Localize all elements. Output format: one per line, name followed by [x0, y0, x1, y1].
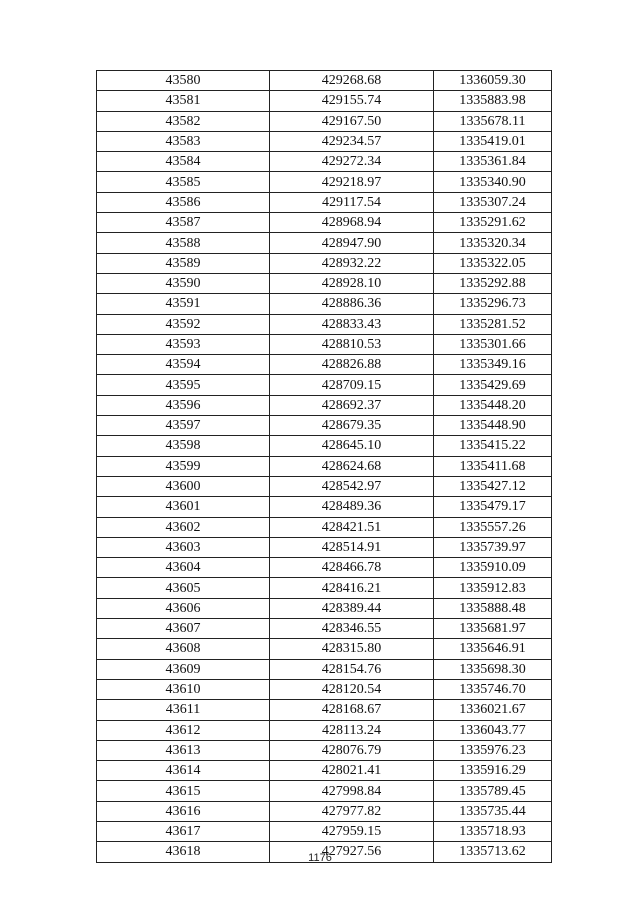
x-coordinate-cell: 428168.67 [270, 700, 434, 720]
y-coordinate-cell: 1335427.12 [434, 476, 552, 496]
point-id-cell: 43603 [97, 537, 270, 557]
y-coordinate-cell: 1335883.98 [434, 91, 552, 111]
point-id-cell: 43618 [97, 842, 270, 862]
page-number: 1176 [308, 852, 332, 864]
x-coordinate-cell: 427998.84 [270, 781, 434, 801]
y-coordinate-cell: 1335646.91 [434, 639, 552, 659]
x-coordinate-cell: 428489.36 [270, 497, 434, 517]
x-coordinate-cell: 428416.21 [270, 578, 434, 598]
y-coordinate-cell: 1335746.70 [434, 679, 552, 699]
point-id-cell: 43617 [97, 821, 270, 841]
table-row [97, 578, 552, 598]
y-coordinate-cell: 1335718.93 [434, 821, 552, 841]
point-id-cell: 43581 [97, 91, 270, 111]
y-coordinate-cell: 1336059.30 [434, 71, 552, 91]
y-coordinate-cell: 1335789.45 [434, 781, 552, 801]
table-row [97, 639, 552, 659]
y-coordinate-cell: 1336021.67 [434, 700, 552, 720]
table-row [97, 213, 552, 233]
table-row [97, 395, 552, 415]
table-row [97, 497, 552, 517]
table-row [97, 273, 552, 293]
x-coordinate-cell: 428154.76 [270, 659, 434, 679]
y-coordinate-cell: 1335411.68 [434, 456, 552, 476]
y-coordinate-cell: 1335976.23 [434, 740, 552, 760]
y-coordinate-cell: 1335291.62 [434, 213, 552, 233]
point-id-cell: 43596 [97, 395, 270, 415]
y-coordinate-cell: 1335419.01 [434, 131, 552, 151]
x-coordinate-cell: 429117.54 [270, 192, 434, 212]
x-coordinate-cell: 428021.41 [270, 761, 434, 781]
x-coordinate-cell: 428968.94 [270, 213, 434, 233]
table-row [97, 679, 552, 699]
y-coordinate-cell: 1335910.09 [434, 558, 552, 578]
x-coordinate-cell: 429218.97 [270, 172, 434, 192]
point-id-cell: 43587 [97, 213, 270, 233]
point-id-cell: 43615 [97, 781, 270, 801]
point-id-cell: 43599 [97, 456, 270, 476]
table-row [97, 233, 552, 253]
x-coordinate-cell: 428542.97 [270, 476, 434, 496]
y-coordinate-cell: 1335916.29 [434, 761, 552, 781]
y-coordinate-cell: 1335429.69 [434, 375, 552, 395]
table-row [97, 111, 552, 131]
y-coordinate-cell: 1335301.66 [434, 334, 552, 354]
table-row [97, 476, 552, 496]
x-coordinate-cell: 428389.44 [270, 598, 434, 618]
table-row [97, 801, 552, 821]
y-coordinate-cell: 1335448.90 [434, 416, 552, 436]
point-id-cell: 43600 [97, 476, 270, 496]
table-row [97, 659, 552, 679]
x-coordinate-cell: 428886.36 [270, 294, 434, 314]
table-row [97, 740, 552, 760]
point-id-cell: 43604 [97, 558, 270, 578]
point-id-cell: 43582 [97, 111, 270, 131]
point-id-cell: 43595 [97, 375, 270, 395]
point-id-cell: 43613 [97, 740, 270, 760]
y-coordinate-cell: 1335340.90 [434, 172, 552, 192]
x-coordinate-cell: 427927.56 [270, 842, 434, 862]
point-id-cell: 43609 [97, 659, 270, 679]
table-row [97, 71, 552, 91]
y-coordinate-cell: 1335281.52 [434, 314, 552, 334]
coordinate-table-body [97, 71, 552, 863]
y-coordinate-cell: 1335415.22 [434, 436, 552, 456]
y-coordinate-cell: 1335912.83 [434, 578, 552, 598]
x-coordinate-cell: 427977.82 [270, 801, 434, 821]
point-id-cell: 43585 [97, 172, 270, 192]
point-id-cell: 43592 [97, 314, 270, 334]
table-row [97, 253, 552, 273]
x-coordinate-cell: 428466.78 [270, 558, 434, 578]
y-coordinate-cell: 1335292.88 [434, 273, 552, 293]
x-coordinate-cell: 429268.68 [270, 71, 434, 91]
y-coordinate-cell: 1335307.24 [434, 192, 552, 212]
table-row [97, 720, 552, 740]
y-coordinate-cell: 1335888.48 [434, 598, 552, 618]
y-coordinate-cell: 1335735.44 [434, 801, 552, 821]
point-id-cell: 43598 [97, 436, 270, 456]
table-row [97, 192, 552, 212]
y-coordinate-cell: 1335698.30 [434, 659, 552, 679]
x-coordinate-cell: 428810.53 [270, 334, 434, 354]
table-row [97, 416, 552, 436]
y-coordinate-cell: 1335320.34 [434, 233, 552, 253]
table-row [97, 821, 552, 841]
point-id-cell: 43580 [97, 71, 270, 91]
y-coordinate-cell: 1335322.05 [434, 253, 552, 273]
table-row [97, 375, 552, 395]
table-row [97, 558, 552, 578]
x-coordinate-cell: 429272.34 [270, 152, 434, 172]
x-coordinate-cell: 428932.22 [270, 253, 434, 273]
x-coordinate-cell: 428624.68 [270, 456, 434, 476]
coordinate-table [96, 70, 552, 863]
x-coordinate-cell: 428833.43 [270, 314, 434, 334]
x-coordinate-cell: 428076.79 [270, 740, 434, 760]
y-coordinate-cell: 1336043.77 [434, 720, 552, 740]
table-row [97, 537, 552, 557]
table-row [97, 456, 552, 476]
point-id-cell: 43594 [97, 355, 270, 375]
x-coordinate-cell: 428679.35 [270, 416, 434, 436]
table-row [97, 619, 552, 639]
point-id-cell: 43612 [97, 720, 270, 740]
table-row [97, 91, 552, 111]
x-coordinate-cell: 428120.54 [270, 679, 434, 699]
point-id-cell: 43607 [97, 619, 270, 639]
x-coordinate-cell: 428514.91 [270, 537, 434, 557]
point-id-cell: 43590 [97, 273, 270, 293]
x-coordinate-cell: 428826.88 [270, 355, 434, 375]
x-coordinate-cell: 428346.55 [270, 619, 434, 639]
table-row [97, 598, 552, 618]
table-row [97, 517, 552, 537]
point-id-cell: 43588 [97, 233, 270, 253]
y-coordinate-cell: 1335557.26 [434, 517, 552, 537]
y-coordinate-cell: 1335349.16 [434, 355, 552, 375]
point-id-cell: 43606 [97, 598, 270, 618]
point-id-cell: 43597 [97, 416, 270, 436]
y-coordinate-cell: 1335713.62 [434, 842, 552, 862]
point-id-cell: 43586 [97, 192, 270, 212]
x-coordinate-cell: 428645.10 [270, 436, 434, 456]
y-coordinate-cell: 1335361.84 [434, 152, 552, 172]
point-id-cell: 43584 [97, 152, 270, 172]
x-coordinate-cell: 427959.15 [270, 821, 434, 841]
point-id-cell: 43591 [97, 294, 270, 314]
table-row [97, 334, 552, 354]
point-id-cell: 43602 [97, 517, 270, 537]
point-id-cell: 43616 [97, 801, 270, 821]
x-coordinate-cell: 429155.74 [270, 91, 434, 111]
table-row [97, 314, 552, 334]
point-id-cell: 43583 [97, 131, 270, 151]
table-row [97, 355, 552, 375]
y-coordinate-cell: 1335479.17 [434, 497, 552, 517]
table-row [97, 131, 552, 151]
table-row [97, 761, 552, 781]
x-coordinate-cell: 428315.80 [270, 639, 434, 659]
point-id-cell: 43605 [97, 578, 270, 598]
x-coordinate-cell: 429167.50 [270, 111, 434, 131]
x-coordinate-cell: 428709.15 [270, 375, 434, 395]
x-coordinate-cell: 428421.51 [270, 517, 434, 537]
point-id-cell: 43614 [97, 761, 270, 781]
y-coordinate-cell: 1335681.97 [434, 619, 552, 639]
y-coordinate-cell: 1335296.73 [434, 294, 552, 314]
x-coordinate-cell: 428692.37 [270, 395, 434, 415]
table-row [97, 781, 552, 801]
point-id-cell: 43601 [97, 497, 270, 517]
point-id-cell: 43589 [97, 253, 270, 273]
table-row [97, 700, 552, 720]
table-row [97, 152, 552, 172]
table-row [97, 436, 552, 456]
point-id-cell: 43593 [97, 334, 270, 354]
point-id-cell: 43608 [97, 639, 270, 659]
point-id-cell: 43611 [97, 700, 270, 720]
y-coordinate-cell: 1335739.97 [434, 537, 552, 557]
table-row [97, 172, 552, 192]
x-coordinate-cell: 428113.24 [270, 720, 434, 740]
x-coordinate-cell: 428928.10 [270, 273, 434, 293]
y-coordinate-cell: 1335448.20 [434, 395, 552, 415]
y-coordinate-cell: 1335678.11 [434, 111, 552, 131]
point-id-cell: 43610 [97, 679, 270, 699]
x-coordinate-cell: 428947.90 [270, 233, 434, 253]
table-row [97, 294, 552, 314]
x-coordinate-cell: 429234.57 [270, 131, 434, 151]
